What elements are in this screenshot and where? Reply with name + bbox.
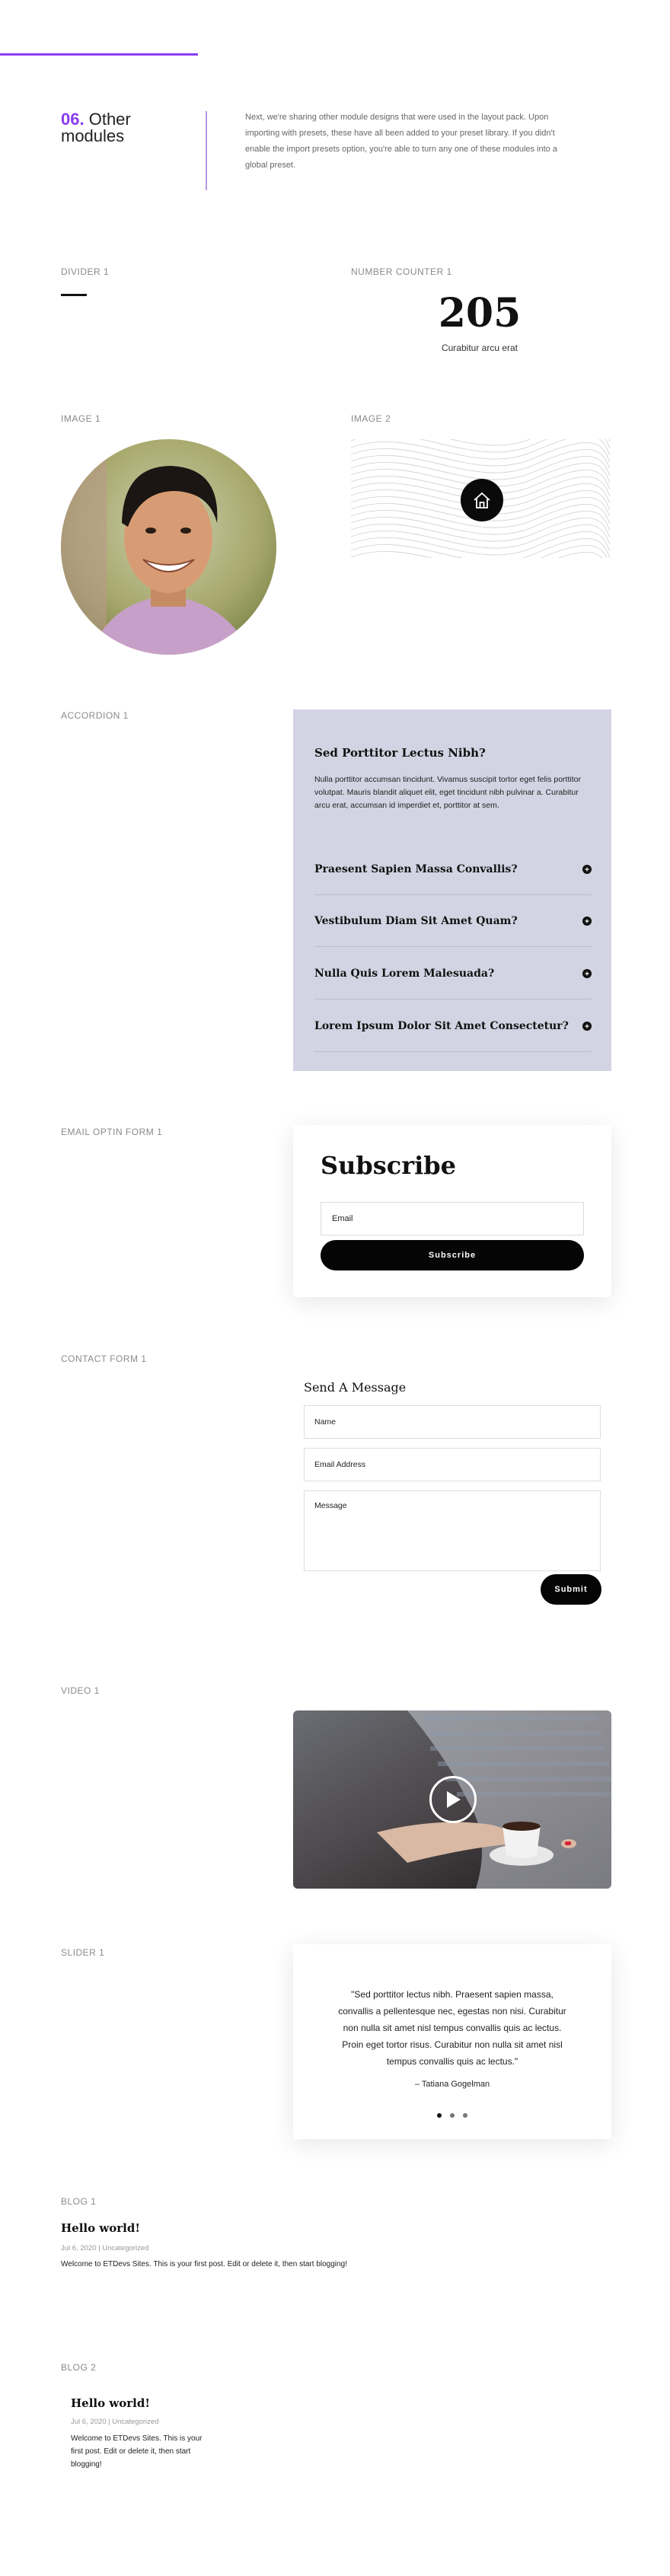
subscribe-button[interactable]: Subscribe bbox=[321, 1240, 584, 1270]
testimonial-author: – Tatiana Gogelman bbox=[414, 2080, 490, 2089]
counter-caption: Curabitur arcu erat bbox=[441, 343, 518, 353]
intro-text: Next, we're sharing other module designs that were used in the layout pack. Upon importing with presets, these have all been added to your preset library. If you didn't enable the import presets option, you're able to turn any one of these modules into a global preset. bbox=[245, 113, 557, 170]
submit-button[interactable]: Submit bbox=[541, 1574, 601, 1605]
blog1-post-excerpt: Welcome to ETDevs Sites. This is your first post. Edit or delete it, then start blogging! bbox=[61, 2260, 347, 2268]
blog2-post-title[interactable]: Hello world! bbox=[71, 2396, 150, 2410]
portrait-image bbox=[61, 439, 276, 655]
counter-value: 205 bbox=[438, 290, 522, 336]
accordion-item[interactable] bbox=[314, 1000, 592, 1052]
home-icon bbox=[461, 479, 503, 521]
image2-label: IMAGE 2 bbox=[351, 413, 391, 424]
counter-label: NUMBER COUNTER 1 bbox=[351, 266, 452, 277]
accordion-item-label: Vestibulum Diam Sit Amet Quam? bbox=[314, 914, 518, 927]
divider-label: DIVIDER 1 bbox=[61, 266, 110, 277]
accordion-item[interactable] bbox=[314, 895, 592, 947]
slider-dot[interactable] bbox=[450, 2113, 455, 2118]
section-title-line1: Other bbox=[88, 110, 131, 129]
video-label: VIDEO 1 bbox=[61, 1685, 100, 1696]
section-number: 06. bbox=[61, 110, 85, 129]
contact-form-title: Send A Message bbox=[304, 1380, 407, 1395]
blog1-label: BLOG 1 bbox=[61, 2196, 97, 2207]
play-icon[interactable] bbox=[429, 1776, 477, 1823]
section-title-line2: modules bbox=[61, 126, 125, 145]
optin-label: EMAIL OPTIN FORM 1 bbox=[61, 1127, 163, 1137]
message-field[interactable]: Message bbox=[304, 1490, 601, 1571]
divider-line bbox=[61, 294, 87, 296]
email-address-field[interactable]: Email Address bbox=[304, 1448, 601, 1481]
accordion-item[interactable] bbox=[314, 843, 592, 895]
testimonial-quote: "Sed porttitor lectus nibh. Praesent sapien massa, convallis a pellentesque nec, egestas non nisi. Curabitur non nulla sit amet nisl tempus convallis quis ac lectus. Proin eget tortor risus. Curabitur non nulla sit amet nisl tempus convallis quis ac lectus." bbox=[338, 1989, 566, 2067]
name-field[interactable]: Name bbox=[304, 1405, 601, 1439]
accordion-item-label: Lorem Ipsum Dolor Sit Amet Consectetur? bbox=[314, 1019, 569, 1032]
plus-icon[interactable] bbox=[582, 1022, 592, 1031]
plus-icon[interactable] bbox=[582, 969, 592, 978]
contact-label: CONTACT FORM 1 bbox=[61, 1353, 147, 1364]
blog1-post-meta: Jul 6, 2020 | Uncategorized bbox=[61, 2244, 149, 2252]
accordion-open-body: Nulla porttitor accumsan tincidunt. Vivamus suscipit tortor eget felis porttitor volutpat. Mauris blandit aliquet elit, eget tincidunt nibh pulvinar a. Curabitur arcu erat, accumsan id imperdiet et, porttitor at sem. bbox=[314, 775, 581, 810]
accordion-item[interactable] bbox=[314, 948, 592, 999]
slider-dot[interactable] bbox=[437, 2113, 442, 2118]
plus-icon[interactable] bbox=[582, 865, 592, 874]
blog2-post-meta: Jul 6, 2020 | Uncategorized bbox=[71, 2418, 159, 2426]
image1-label: IMAGE 1 bbox=[61, 413, 101, 424]
blog2-label: BLOG 2 bbox=[61, 2362, 97, 2373]
plus-icon[interactable] bbox=[582, 917, 592, 926]
section-heading bbox=[61, 111, 131, 145]
accordion-item-label: Praesent Sapien Massa Convallis? bbox=[314, 862, 518, 875]
accordion-item-label: Nulla Quis Lorem Malesuada? bbox=[314, 967, 495, 980]
optin-title: Subscribe bbox=[321, 1151, 456, 1180]
vertical-divider bbox=[206, 111, 207, 190]
blog1-post-title[interactable]: Hello world! bbox=[61, 2221, 140, 2235]
slider-pagination bbox=[437, 2113, 467, 2118]
slider-dot[interactable] bbox=[463, 2113, 467, 2118]
slider-label: SLIDER 1 bbox=[61, 1947, 105, 1958]
accordion-open-title[interactable]: Sed Porttitor Lectus Nibh? bbox=[314, 746, 486, 760]
accordion-label: ACCORDION 1 bbox=[61, 710, 129, 721]
accent-bar bbox=[0, 53, 198, 56]
blog2-post-excerpt: Welcome to ETDevs Sites. This is your first post. Edit or delete it, then start blogging! bbox=[71, 2434, 203, 2469]
email-field[interactable]: Email bbox=[321, 1202, 584, 1235]
